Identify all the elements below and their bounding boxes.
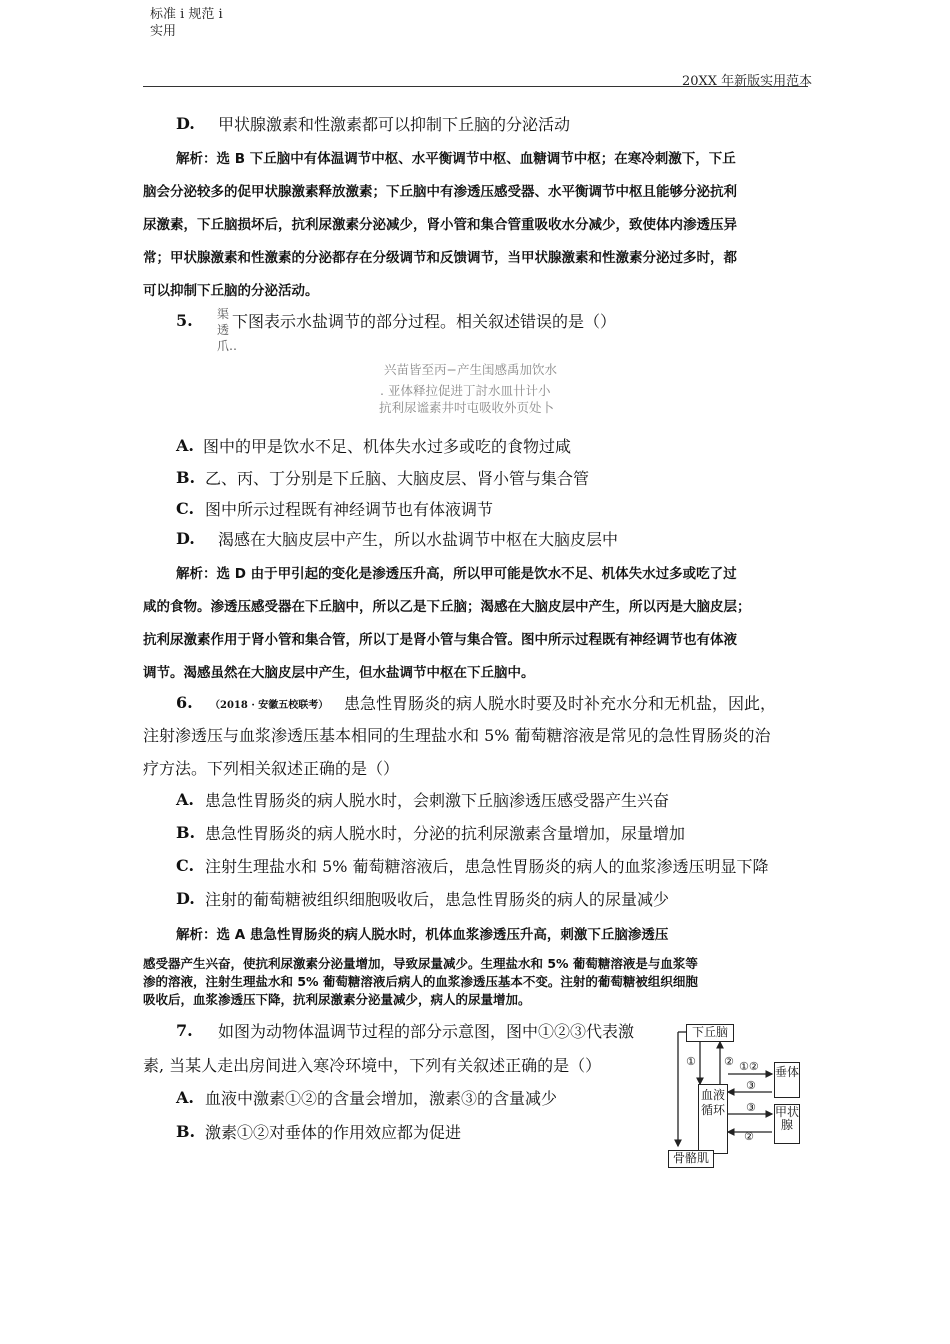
q5-figure-line: 兴苗皆至丙−产生闺感禹加饮水 <box>384 362 557 377</box>
q7-option-b-text: 激素①②对垂体的作用效应都为促进 <box>205 1123 462 1142</box>
q7-number: 7. <box>176 1021 193 1040</box>
q6-stem-line: 注射渗透压与血浆渗透压基本相同的生理盐水和 5% 葡萄糖溶液是常见的急性胃肠炎的治 <box>143 726 771 745</box>
q5-explanation-line: 抗利尿激素作用于肾小管和集合管，所以丁是肾小管与集合管。图中所示过程既有神经调节也有体液 <box>143 632 737 648</box>
q7-option-a-label: A. <box>176 1088 194 1107</box>
q6-option-a-text: 患急性胃肠炎的病人脱水时，会刺激下丘脑渗透压感受器产生兴奋 <box>205 791 670 810</box>
q6-option-d-text: 注射的葡萄糖被组织细胞吸收后，患急性胃肠炎的病人的尿量减少 <box>205 890 670 909</box>
q6-stem-line: 患急性胃肠炎的病人脱水时要及时补充水分和无机盐，因此， <box>344 694 777 713</box>
q6-option-a-label: A. <box>176 790 194 809</box>
q5-stem: 下图表示水盐调节的部分过程。相关叙述错误的是（） <box>232 312 617 331</box>
q6-option-c-text: 注射生理盐水和 5% 葡萄糖溶液后，患急性胃肠炎的病人的血浆渗透压明显下降 <box>205 857 769 876</box>
q6-number: 6. <box>176 693 193 712</box>
thyroid-box: 甲状腺 <box>774 1104 800 1144</box>
q4-explanation-line: 解析：选 B 下丘脑中有体温调节中枢、水平衡调节中枢、血糖调节中枢；在寒冷刺激下，下丘 <box>176 151 736 167</box>
header-left-line2: 实用 <box>150 24 177 39</box>
skeletal-muscle-box: 骨骼肌 <box>668 1150 714 1168</box>
q5-figure-line: . 亚体释拉促进丁討水皿卄计小 <box>380 383 551 398</box>
q7-option-a-text: 血液中激素①②的含量会增加，激素③的含量减少 <box>205 1089 558 1108</box>
q5-option-c-label: C. <box>176 499 195 518</box>
q5-figure-line: 抗利尿谧素井吋屯吸收外页处卜 <box>379 400 555 415</box>
header-left-line1: 标准 i 规范 i <box>150 7 223 22</box>
q6-option-b-text: 患急性胃肠炎的病人脱水时，分泌的抗利尿激素含量增加，尿量增加 <box>205 824 686 843</box>
q6-option-b-label: B. <box>176 823 196 842</box>
header-right: 20XX 年新版实用范本 <box>682 74 813 89</box>
q5-option-d-text: 渴感在大脑皮层中产生，所以水盐调节中枢在大脑皮层中 <box>218 530 619 549</box>
q6-option-d-label: D. <box>176 889 195 908</box>
q5-figure-side-text: 渠透爪‥ <box>217 307 238 353</box>
q4-explanation-line: 可以抑制下丘脑的分泌活动。 <box>143 283 319 299</box>
label-hormone-2: ② <box>724 1055 734 1068</box>
label-hormone-2b: ② <box>744 1130 754 1143</box>
label-hormone-3b: ③ <box>746 1101 756 1114</box>
q5-explanation-line: 调节。渴感虽然在大脑皮层中产生，但水盐调节中枢在下丘脑中。 <box>143 665 535 681</box>
q6-explanation-line: 渗的溶液，注射生理盐水和 5% 葡萄糖溶液后病人的血浆渗透压基本不变。注射的葡萄糖被组织细胞 <box>143 974 698 989</box>
q5-option-b-label: B. <box>176 468 196 487</box>
q6-explanation-line: 吸收后，血浆渗透压下降，抗利尿激素分泌量减少，病人的尿量增加。 <box>143 992 531 1007</box>
q6-explanation-line: 解析：选 A 患急性胃肠炎的病人脱水时，机体血浆渗透压升高，刺激下丘脑渗透压 <box>176 927 669 943</box>
q5-option-a-text: 图中的甲是饮水不足、机体失水过多或吃的食物过咸 <box>203 437 572 456</box>
q6-explanation-line: 感受器产生兴奋，使抗利尿激素分泌量增加，导致尿量减少。生理盐水和 5% 葡萄糖溶液是与血浆等 <box>143 956 698 971</box>
pituitary-box: 垂体 <box>774 1062 800 1098</box>
label-hormone-3a: ③ <box>746 1079 756 1092</box>
header-rule <box>143 86 808 87</box>
q4-explanation-line: 尿激素，下丘脑损坏后，抗利尿激素分泌减少，肾小管和集合管重吸收水分减少，致使体内渗透压异 <box>143 217 737 233</box>
q5-option-d-label: D. <box>176 529 195 548</box>
q7-option-b-label: B. <box>176 1122 196 1141</box>
q5-number: 5. <box>176 311 193 330</box>
q4-option-d-text: 甲状腺激素和性激素都可以抑制下丘脑的分泌活动 <box>218 115 571 134</box>
q5-option-a-label: A. <box>176 436 194 455</box>
q7-diagram <box>664 1022 814 1172</box>
label-hormone-12: ①② <box>739 1060 759 1073</box>
q6-source: （2018 · 安徽五校联考） <box>210 700 329 711</box>
q5-explanation-line: 咸的食物。渗透压感受器在下丘脑中，所以乙是下丘脑；渴感在大脑皮层中产生，所以丙是大脑皮层； <box>143 599 751 615</box>
q7-stem-line: 素, 当某人走出房间进入寒冷环境中，下列有关叙述正确的是（） <box>143 1056 602 1075</box>
q5-option-b-text: 乙、丙、丁分别是下丘脑、大脑皮层、肾小管与集合管 <box>205 469 590 488</box>
blood-circulation-box: 血液循环 <box>698 1084 728 1154</box>
label-hormone-1: ① <box>686 1055 696 1068</box>
hypothalamus-box: 下丘脑 <box>686 1024 734 1042</box>
q6-option-c-label: C. <box>176 856 195 875</box>
q7-stem-line: 如图为动物体温调节过程的部分示意图，图中①②③代表激 <box>218 1022 635 1041</box>
q5-option-c-text: 图中所示过程既有神经调节也有体液调节 <box>205 500 494 519</box>
q5-explanation-line: 解析：选 D 由于甲引起的变化是渗透压升高，所以甲可能是饮水不足、机体失水过多或吃了过 <box>176 566 737 582</box>
q6-stem-line: 疗方法。下列相关叙述正确的是（） <box>143 759 400 778</box>
q4-explanation-line: 常；甲状腺激素和性激素的分泌都存在分级调节和反馈调节，当甲状腺激素和性激素分泌过多时，都 <box>143 250 737 266</box>
q4-explanation-line: 脑会分泌较多的促甲状腺激素释放激素；下丘脑中有渗透压感受器、水平衡调节中枢且能够分泌抗利 <box>143 184 737 200</box>
q4-option-d-label: D. <box>176 114 195 133</box>
